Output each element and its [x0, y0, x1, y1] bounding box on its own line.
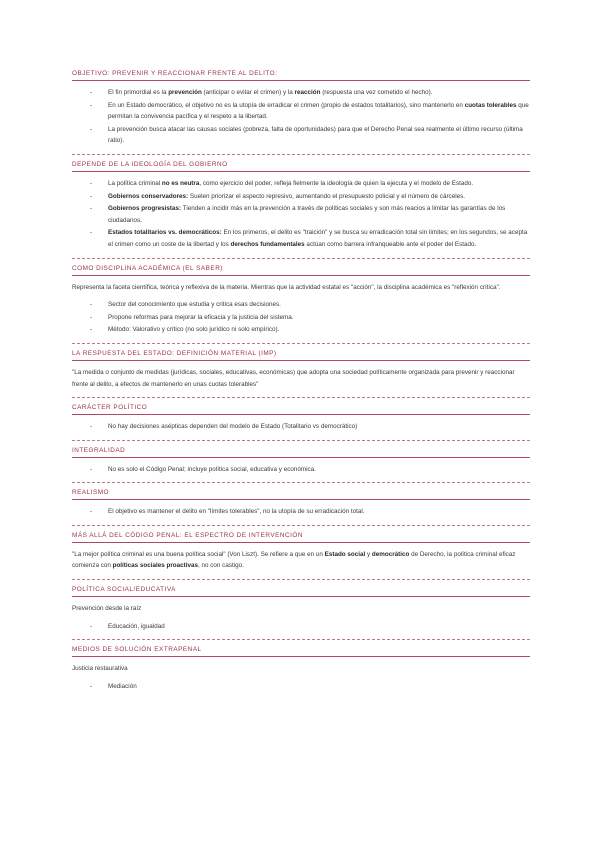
section-heading: POLÍTICA SOCIAL/EDUCATIVA: [72, 586, 530, 597]
list-item: - El objetivo es mantener el delito en "límites tolerables", no la utopía de su erradicación total.: [72, 506, 530, 518]
section-objetivo: [72, 70, 530, 155]
list-item: - La política criminal no es neutra, como ejercicio del poder, refleja fielmente la ideología de quien la ejecuta y el modelo de Estado.: [72, 178, 530, 190]
section-respuesta: [72, 350, 530, 398]
section-divider: [72, 343, 530, 344]
dash-bullet: -: [90, 313, 93, 321]
section-intro: Prevención desde la raíz: [72, 605, 142, 613]
section-heading: COMO DISCIPLINA ACADÉMICA (EL SABER): [72, 265, 530, 276]
section-divider: [72, 154, 530, 155]
section-heading: INTEGRALIDAD: [72, 447, 530, 458]
section-ideologia: [72, 161, 530, 259]
list-item: - La prevención busca atacar las causas sociales (pobreza, falta de oportunidades) para que el Derecho Penal sea realmente el último recurso (última ratio).: [90, 125, 523, 145]
list-item: - No hay decisiones asépticas dependen del modelo de Estado (Totalitario vs democrático): [72, 421, 530, 433]
list-item: - Gobiernos progresistas: Tienden a incidir más en la prevención a través de políticas sociales y son más reacios a limitar las garantías de los ciudadanos.: [90, 205, 506, 224]
section-intro: Representa la faceta científica, teórica y reflexiva de la materia. Mientras que la actividad estatal es "acción", la disciplina académica es "reflexión crítica".: [72, 283, 501, 291]
section-intro: "La mejor política criminal es una buena política social" (Von Liszt). Se refiere a que en un Estado social y democrático de Derecho, la política criminal eficaz comienza con políticas sociales proactivas, no con castigo.: [72, 550, 516, 570]
section-divider: [72, 482, 530, 483]
dash-bullet: -: [90, 682, 93, 690]
dash-bullet: -: [90, 301, 93, 309]
dash-bullet: -: [90, 465, 93, 473]
bullet-list: [72, 299, 530, 336]
section-mas-alla: [72, 532, 530, 580]
dash-bullet: -: [90, 622, 93, 630]
section-intro: Justicia restaurativa: [72, 665, 128, 673]
dash-bullet: -: [90, 125, 93, 133]
dash-bullet: -: [90, 423, 93, 431]
section-heading: DEPENDE DE LA IDEOLOGÍA DEL GOBIERNO: [72, 161, 530, 172]
list-item: - Mediación: [72, 681, 530, 693]
bullet-list: [72, 87, 530, 147]
dash-bullet: -: [90, 229, 93, 237]
section-divider: [72, 397, 530, 398]
section-heading: CARÁCTER POLÍTICO: [72, 404, 530, 415]
dash-bullet: -: [90, 326, 93, 334]
section-disciplina: [72, 265, 530, 344]
list-item: - Estados totalitarios vs. democráticos: En los primeros, el delito es "traición" y se busca su erradicación total sin límites; en los segundos, se acepta el crimen como un coste de la libertad y los derechos fundamentales actúan como barrera infranqueable ante el poder del Estado.: [90, 229, 528, 248]
section-divider: [72, 579, 530, 580]
section-heading: REALISMO: [72, 489, 530, 500]
section-heading: LA RESPUESTA DEL ESTADO: DEFINICIÓN MATERIAL (IMP): [72, 350, 530, 361]
bullet-list: [72, 681, 530, 693]
section-extrapenal: [72, 646, 530, 692]
list-item: - Sector del conocimiento que estudia y critica esas decisiones.: [72, 299, 530, 311]
dash-bullet: -: [90, 89, 93, 96]
dash-bullet: -: [90, 508, 93, 516]
list-item: - En un Estado democrático, el objetivo no es la utopía de erradicar el crimen (propio de estados totalitarios), sino mantenerlo en cuotas tolerables que permitan la convivencia pacífica y el respeto a la libertad.: [90, 101, 529, 121]
section-heading: OBJETIVO: PREVENIR Y REACCIONAR FRENTE AL DELITO:: [72, 70, 530, 81]
section-divider: [72, 440, 530, 441]
section-divider: [72, 525, 530, 526]
section-intro: "La medida o conjunto de medidas (jurídicas, sociales, educativas, económicas) que adopta una sociedad políticamente organizada para prevenir y reaccionar frente al delito, a efectos de mantenerlo en unas cuotas tolerables": [72, 368, 515, 388]
bullet-list: [72, 421, 530, 433]
bullet-list: [72, 506, 530, 518]
dash-bullet: -: [90, 205, 93, 213]
dash-bullet: -: [90, 101, 93, 109]
list-item: - Educación, igualdad: [72, 621, 530, 633]
section-politica-social: [72, 586, 530, 640]
list-item: - Propone reformas para mejorar la eficacia y la justicia del sistema.: [72, 312, 530, 324]
section-caracter: [72, 404, 530, 441]
section-divider: [72, 639, 530, 640]
section-realismo: [72, 489, 530, 526]
bullet-list: [72, 464, 530, 476]
dash-bullet: -: [90, 179, 93, 187]
section-heading: MÁS ALLÁ DEL CÓDIGO PENAL: EL ESPECTRO DE INTERVENCIÓN: [72, 532, 530, 543]
section-divider: [72, 258, 530, 259]
bullet-list: [72, 621, 530, 633]
section-heading: MEDIOS DE SOLUCIÓN EXTRAPENAL: [72, 646, 530, 657]
dash-bullet: -: [90, 192, 93, 200]
section-integralidad: [72, 447, 530, 484]
list-item: - Método: Valorativo y crítico (no solo jurídico ni solo empírico).: [72, 324, 530, 336]
list-item: - El fin primordial es la prevención (anticipar o evitar el crimen) y la reacción (respuesta una vez cometido el hecho).: [72, 87, 530, 99]
list-item: - No es solo el Código Penal; incluye política social, educativa y económica.: [72, 464, 530, 476]
bullet-list: [72, 178, 530, 251]
list-item: - Gobiernos conservadores: Suelen priorizar el aspecto represivo, aumentando el presupuesto policial y el número de cárceles.: [72, 191, 530, 203]
